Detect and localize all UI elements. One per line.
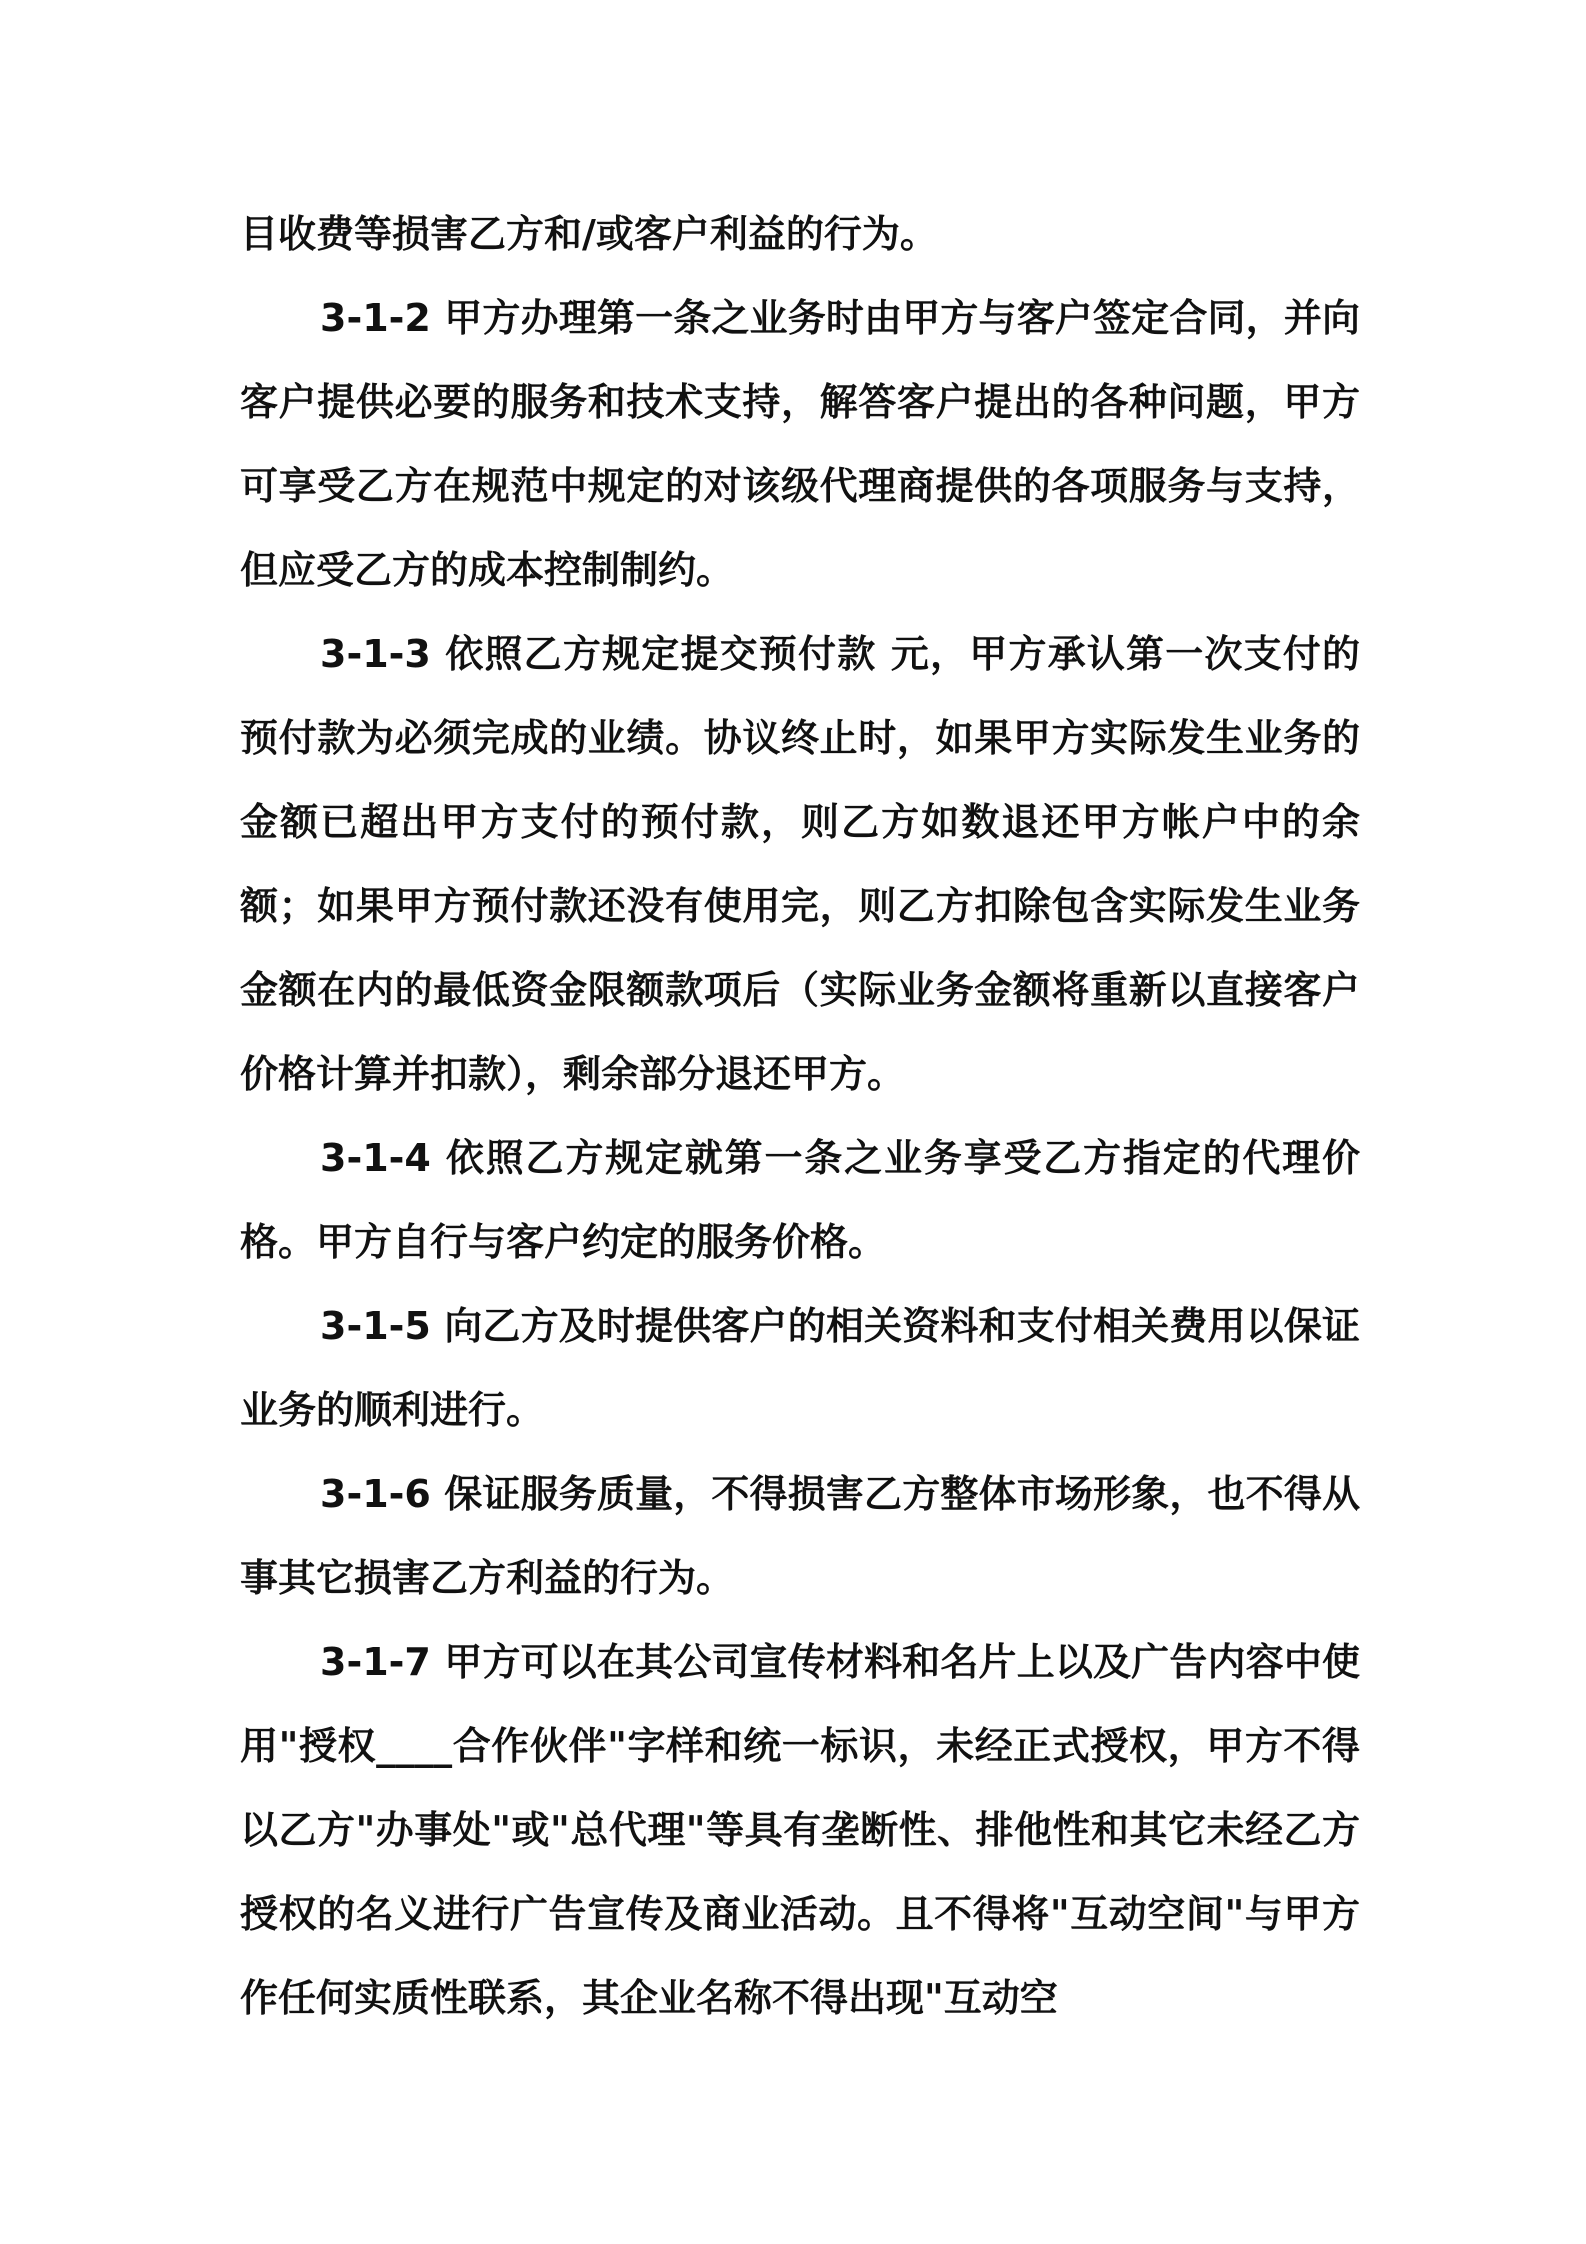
clause-3-1-5: 3-1-5 向乙方及时提供客户的相关资料和支付相关费用以保证业务的顺利进行。: [240, 1304, 1360, 1432]
paragraph-continuation: 目收费等损害乙方和/或客户利益的行为。: [240, 212, 938, 256]
clause-3-1-2: 3-1-2 甲方办理第一条之业务时由甲方与客户签定合同，并向客户提供必要的服务和技术支持，解答客户提出的各种问题，甲方可享受乙方在规范中规定的对该级代理商提供的各项服务与支持，但应受乙方的成本控制制约。: [240, 296, 1360, 592]
clause-3-1-6: 3-1-6 保证服务质量，不得损害乙方整体市场形象，也不得从事其它损害乙方利益的行为。: [240, 1472, 1360, 1600]
document-body: [240, 192, 1360, 2040]
clause-3-1-3: 3-1-3 依照乙方规定提交预付款 元，甲方承认第一次支付的预付款为必须完成的业绩。协议终止时，如果甲方实际发生业务的金额已超出甲方支付的预付款，则乙方如数退还甲方帐户中的余额；如果甲方预付款还没有使用完，则乙方扣除包含实际发生业务金额在内的最低资金限额款项后（实际业务金额将重新以直接客户价格计算并扣款），剩余部分退还甲方。: [240, 632, 1360, 1096]
clause-3-1-4: 3-1-4 依照乙方规定就第一条之业务享受乙方指定的代理价格。甲方自行与客户约定的服务价格。: [240, 1136, 1360, 1264]
clause-3-1-7: 3-1-7 甲方可以在其公司宣传材料和名片上以及广告内容中使用"授权____合作伙伴"字样和统一标识，未经正式授权，甲方不得以乙方"办事处"或"总代理"等具有垄断性、排他性和其它未经乙方授权的名义进行广告宣传及商业活动。且不得将"互动空间"与甲方作任何实质性联系，其企业名称不得出现"互动空: [240, 1640, 1360, 2020]
